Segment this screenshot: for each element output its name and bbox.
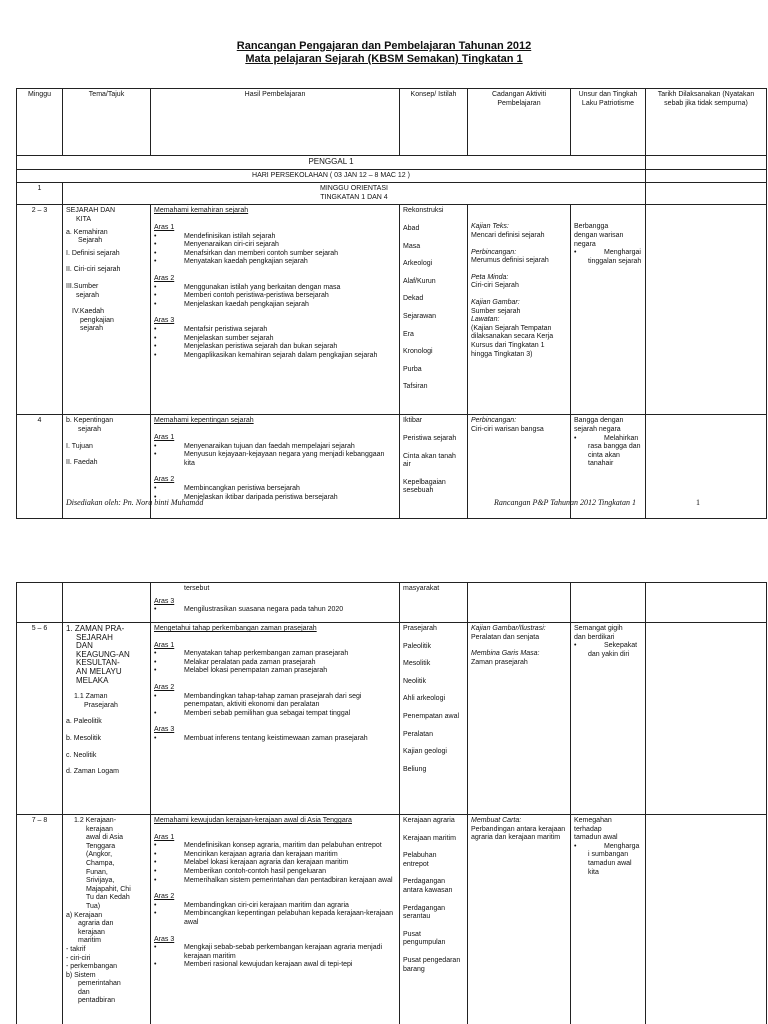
penggal-row [17,156,767,170]
school-days-row [17,169,767,183]
col-header-tarikh: Tarikh Dilaksanakan (Nyatakan sebab jika tidak sempurna) [646,89,767,156]
unsur-cell: Semangat gigih dan berdikari • Sekepakat dan yakin diri [571,623,646,815]
table-row-continued [17,583,767,623]
tarikh-cell [646,623,767,815]
table-row-week-7-8 [17,815,767,1024]
hasil-cell: tersebut Aras 3 • Mengilustrasikan suasana negara pada tahun 2020 [151,583,400,623]
tema-cell: 1. ZAMAN PRA- SEJARAH DAN KEAGUNG-AN KESULTAN- AN MELAYU MELAKA 1.1 Zaman Prasejarah a. Paleolitik b. Mesolitik c. Neolitik d. Zaman Logam [63,623,151,815]
aktiviti-cell: Membuat Carta: Perbandingan antara kerajaan agraria dan kerajaan maritim [468,815,571,1024]
tarikh-cell [646,205,767,415]
page-number: 1 [696,498,700,507]
table-row-week-2-3 [17,205,767,415]
konsep-cell: Prasejarah Paleolitik Mesolitik Neolitik Ahli arkeologi Penempatan awal Peralatan Kajian geologi Beliung [400,623,468,815]
unsur-cell: Kemegahan terhadap tamadun awal • Mengharga i sumbangan tamadun awal kita [571,815,646,1024]
penggal-label: PENGGAL 1 [17,156,646,170]
tema-cell: b. Kepentingan sejarah I. Tujuan II. Faedah [63,415,151,519]
konsep-cell: masyarakat [400,583,468,623]
orientation-text: MINGGU ORIENTASI TINGKATAN 1 DAN 4 [63,183,646,205]
col-header-tema: Tema/Tajuk [63,89,151,156]
table-row-week-5-6 [17,623,767,815]
unsur-cell: Berbangga dengan warisan negara • Menghargai tinggalan sejarah [571,205,646,415]
hasil-cell: Memahami kepentingan sejarah Aras 1 • Menyenaraikan tujuan dan faedah mempelajari sejarah • Menyusun kejayaan-kejayaan negara yang menjadi kebanggaan kita Aras 2 • Membincangkan peristiwa bersejarah • Menjelaskan iktibar daripada peristiwa bersejarah [151,415,400,519]
konsep-cell: Iktibar Peristiwa sejarah Cinta akan tanah air Kepelbagaian sesebuah [400,415,468,519]
aktiviti-cell: Perbincangan: Ciri-ciri warisan bangsa [468,415,571,519]
doc-title-line-1: Rancangan Pengajaran dan Pembelajaran Tahunan 2012 [236,40,532,52]
aktiviti-cell: Kajian Gambar/Ilustrasi: Peralatan dan senjata Membina Garis Masa: Zaman prasejarah [468,623,571,815]
week-cell: 2 – 3 [17,205,63,415]
hasil-title: Memahami kemahiran sejarah [154,207,249,215]
plan-table-page-2 [16,582,767,1024]
col-header-minggu: Minggu [17,89,63,156]
col-header-hasil: Hasil Pembelajaran [151,89,400,156]
hasil-cell: Memahami kewujudan kerajaan-kerajaan awal di Asia Tenggara Aras 1 • Mendefinisikan konsep agraria, maritim dan pelabuhan entrepot • Mencirikan kerajaan agraria dan kerajaan maritim • Melabel lokasi kerajaan agraria dan kerajaan maritim • Memberikan contoh-contoh hasil pengeluaran • Memerihalkan sistem pemerintahan dan pentadbiran kerajaan awal Aras 2 • Membandingkan ciri-ciri kerajaan maritim dan agraria • Membincangkan kepentingan pelabuhan kepada kerajaan-kerajaan awal Aras 3 • Mengkaji sebab-sebab perkembangan kerajaan agraria menjadi kerajaan maritim • Memberi rasional kewujudan kerajaan awal di tepi-tepi [151,815,400,1024]
tarikh-cell [646,815,767,1024]
doc-title-line-2: Mata pelajaran Sejarah (KBSM Semakan) Tingkatan 1 [245,53,523,65]
konsep-cell: Kerajaan agraria Kerajaan maritim Pelabuhan entrepot Perdagangan antara kawasan Perdagangan serantau Pusat pengumpulan Pusat pengedaran barang [400,815,468,1024]
plan-table-page-1 [16,88,767,519]
hasil-title: Memahami kewujudan kerajaan-kerajaan awal di Asia Tenggara [154,817,352,824]
hasil-cell: Memahami kemahiran sejarah Aras 1 • Mendefinisikan istilah sejarah • Menyenaraikan ciri-ciri sejarah • Menafsirkan dan memberi contoh sumber sejarah • Menyatakan kaedah pengkajian sejarah Aras 2 • Menggunakan istilah yang berkaitan dengan masa • Memberi contoh peristiwa-peristiwa bersejarah • Menjelaskan kaedah pengkajian sejarah Aras 3 • Mentafsir peristiwa sejarah • Menjelaskan sumber sejarah • Menjelaskan peristiwa sejarah dan bukan sejarah • Mengaplikasikan kemahiran sejarah dalam pengkajian sejarah [151,205,400,415]
tema-cell: SEJARAH DAN KITA a. Kemahiran Sejarah I. Definisi sejarah II. Ciri-ciri sejarah III.Sumber sejarah IV.Kaedah pengkajian sejarah [63,205,151,415]
col-header-aktiviti: Cadangan Aktiviti Pembelajaran [468,89,571,156]
konsep-cell: Rekonstruksi Abad Masa Arkeologi Alaf/Kurun Dekad Sejarawan Era Kronologi Purba Tafsiran [400,205,468,415]
hasil-title: Memahami kepentingan sejarah [154,417,254,425]
tarikh-cell [646,415,767,519]
unsur-cell: Bangga dengan sejarah negara • Melahirkan rasa bangga dan cinta akan tanahair [571,415,646,519]
week-cell: 5 – 6 [17,623,63,815]
tema-cell: 1.2 Kerajaan- kerajaan awal di Asia Tenggara (Angkor, Champa, Funan, Srivijaya, Majapahit, Chi Tu dan Kedah Tua) a) Kerajaan agraria dan kerajaan maritim - takrif - ciri-ciri - perkembangan b) Sistem pemerintahan dan pentadbiran [63,815,151,1024]
footer-doc-title: Rancangan P&P Tahunan 2012 Tingkatan 1 [494,498,637,507]
week-1: 1 [17,183,63,205]
orientation-row [17,183,767,205]
week-cell: 4 [17,415,63,519]
hasil-title: Mengetahui tahap perkembangan zaman prasejarah [154,625,317,632]
page-gap [0,528,768,578]
school-days-label: HARI PERSEKOLAHAN ( 03 JAN 12 – 8 MAC 12 ) [17,169,646,183]
col-header-konsep: Konsep/ Istilah [400,89,468,156]
aktiviti-cell: Kajian Teks: Mencari definisi sejarah Perbincangan: Merumus definisi sejarah Peta Minda: Ciri-ciri Sejarah Kajian Gambar: Sumber sejarah Lawatan: (Kajian Sejarah Tempatan dilaksanakan secara Kerja Kursus dari Tingkatan 1 hingga Tingkatan 3) [468,205,571,415]
page-2 [0,578,768,1024]
week-cell: 7 – 8 [17,815,63,1024]
col-header-unsur: Unsur dan Tingkah Laku Patriotisme [571,89,646,156]
hasil-cell: Mengetahui tahap perkembangan zaman prasejarah Aras 1 • Menyatakan tahap perkembangan zaman prasejarah • Melakar peralatan pada zaman prasejarah • Melabel lokasi penempatan zaman prasejarah Aras 2 • Membandingkan tahap-tahap zaman prasejarah dari segi penempatan, aktiviti ekonomi dan peralatan • Memberi sebab pemilihan gua sebagai tempat tinggal Aras 3 • Membuat inferens tentang keistimewaan zaman prasejarah [151,623,400,815]
table-header-row [17,89,767,156]
prepared-by: Disediakan oleh: Pn. Nora binti Muhamad [66,498,204,507]
